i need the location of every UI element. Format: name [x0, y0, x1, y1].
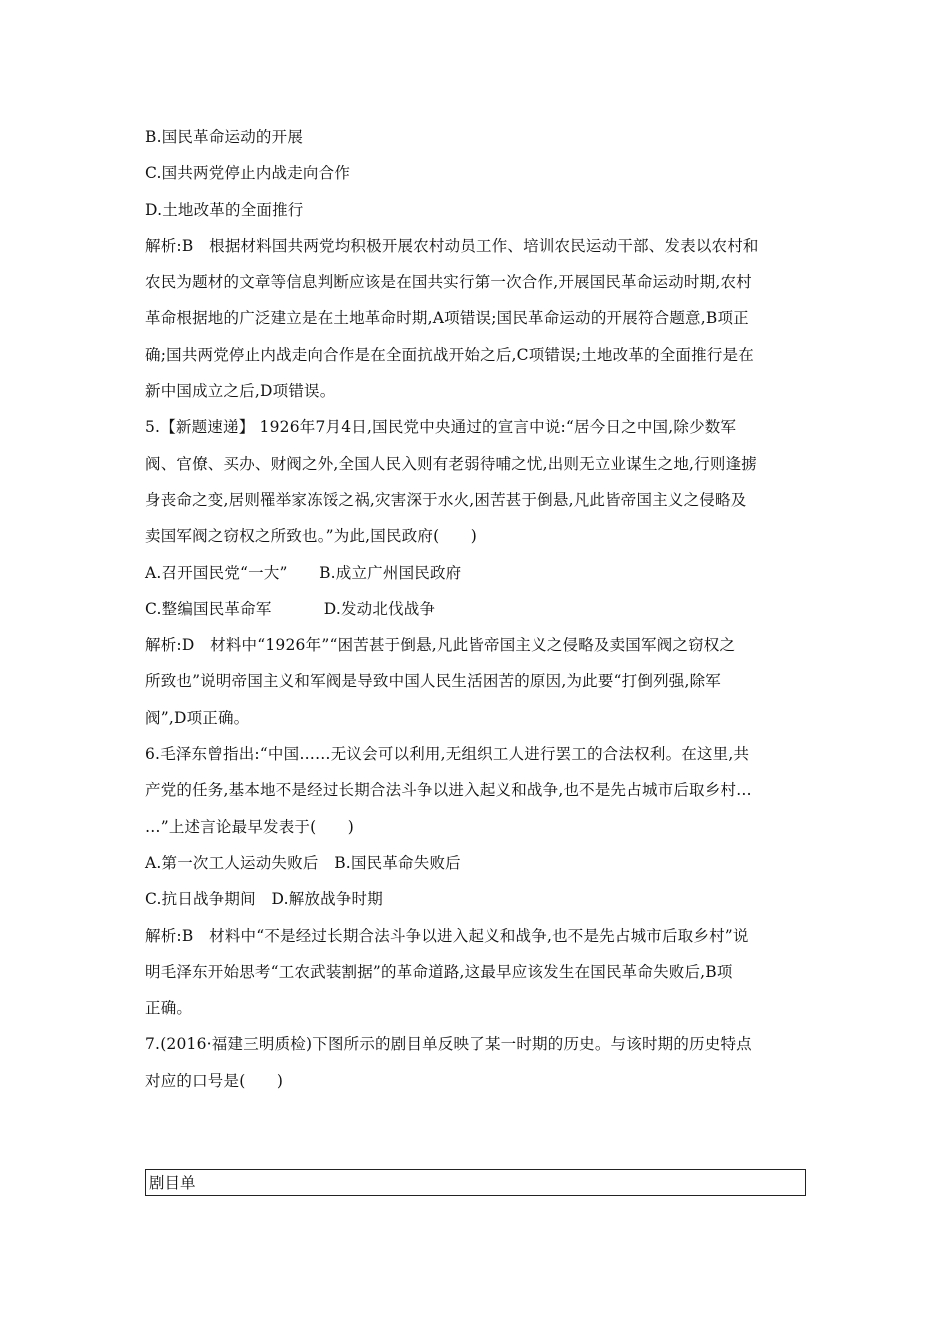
question-5-options-ab: A.召开国民党“一大” B.成立广州国民政府	[145, 563, 462, 582]
question-5-options-cd: C.整编国民革命军 D.发动北伐战争	[145, 599, 436, 618]
question-6-options-ab: A.第一次工人运动失败后 B.国民革命失败后	[145, 853, 461, 872]
question-5-stem: 卖国军阀之窃权之所致也。”为此,国民政府( )	[145, 527, 477, 546]
option-c: C.国共两党停止内战走向合作	[145, 164, 351, 183]
question-6-stem: 6.毛泽东曾指出:“中国……无议会可以利用,无组织工人进行罢工的合法权利。在这里,共	[145, 745, 750, 764]
answer-explanation-line: 解析:B 材料中“不是经过长期合法斗争以进入起义和战争,也不是先占城市后取乡村”说	[145, 926, 749, 945]
answer-explanation-line: 新中国成立之后,D项错误。	[145, 382, 336, 401]
question-7-stem: 对应的口号是( )	[145, 1071, 284, 1090]
option-d: D.土地改革的全面推行	[145, 200, 304, 219]
answer-explanation-line: 所致也”说明帝国主义和军阀是导致中国人民生活困苦的原因,为此要“打倒列强,除军	[145, 672, 722, 691]
question-6-stem: 产党的任务,基本地不是经过长期合法斗争以进入起义和战争,也不是先占城市后取乡村…	[145, 781, 752, 800]
question-5-stem: 身丧命之变,居则罹举家冻馁之祸,灾害深于水火,困苦甚于倒悬,凡此皆帝国主义之侵略及	[145, 490, 747, 509]
question-6-options-cd: C.抗日战争期间 D.解放战争时期	[145, 890, 383, 909]
answer-explanation-line: 阀”,D项正确。	[145, 708, 250, 727]
option-b: B.国民革命运动的开展	[145, 128, 304, 146]
answer-explanation-line: 解析:B 根据材料国共两党均积极开展农村动员工作、培训农民运动干部、发表以农村和	[145, 236, 759, 255]
question-5-stem: 5.【新题速递】 1926年7月4日,国民党中央通过的宣言中说:“居今日之中国,除少数军	[145, 418, 737, 437]
playbill-table	[145, 1169, 806, 1196]
answer-explanation-line: 确;国共两党停止内战走向合作是在全面抗战开始之后,C项错误;土地改革的全面推行是在	[145, 345, 754, 364]
answer-explanation-line: 明毛泽东开始思考“工农武装割据”的革命道路,这最早应该发生在国民革命失败后,B项	[145, 962, 733, 981]
answer-explanation-line: 革命根据地的广泛建立是在土地革命时期,A项错误;国民革命运动的开展符合题意,B项正	[145, 309, 749, 328]
answer-explanation-line: 解析:D 材料中“1926年”“困苦甚于倒悬,凡此皆帝国主义之侵略及卖国军阀之窃权之	[145, 636, 736, 655]
question-6-stem: …”上述言论最早发表于( )	[145, 817, 355, 836]
playbill-table-header: 剧目单	[149, 1174, 196, 1192]
answer-explanation-line: 农民为题材的文章等信息判断应该是在国共实行第一次合作,开展国民革命运动时期,农村	[145, 273, 752, 292]
answer-explanation-line: 正确。	[145, 999, 193, 1018]
question-5-stem: 阀、官僚、买办、财阀之外,全国人民入则有老弱待哺之忧,出则无立业谋生之地,行则逢掳	[145, 454, 757, 473]
question-7-stem: 7.(2016·福建三明质检)下图所示的剧目单反映了某一时期的历史。与该时期的历史特点	[145, 1035, 752, 1054]
question-text	[145, 119, 810, 1099]
